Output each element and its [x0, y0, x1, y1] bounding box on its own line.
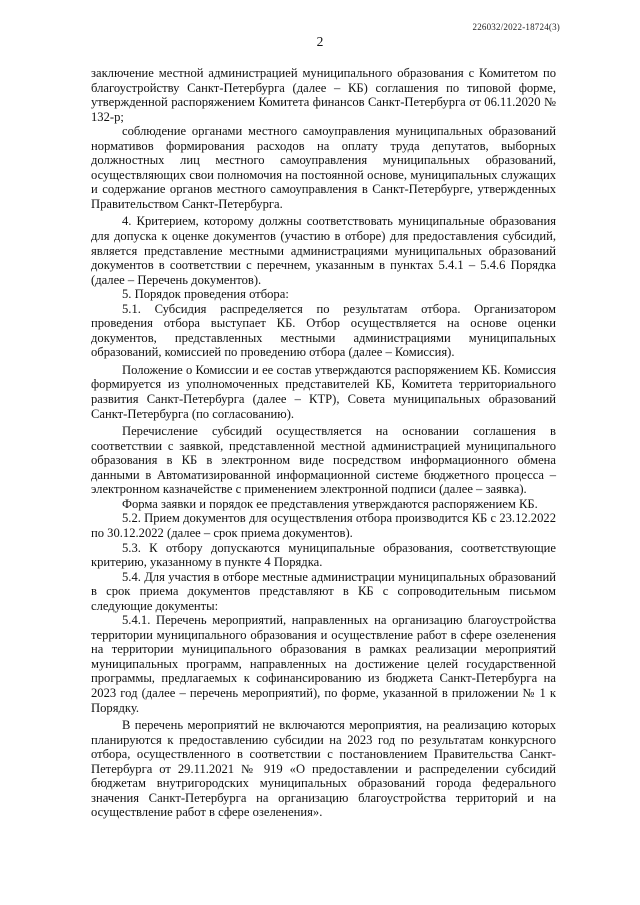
- paragraph: соблюдение органами местного самоуправления муниципальных образований нормативов формирования расходов на оплату труда депутатов, выборных должностных лиц местного самоуправления муниципальных образований, осуществляющих свои полномочия на постоянной основе, муниципальных служащих и содержание органов местного самоуправления в Санкт-Петербурге, утвержденных Правительством Санкт-Петербурга.: [91, 124, 556, 211]
- document-number: 226032/2022-18724(3): [472, 22, 560, 32]
- paragraph: В перечень мероприятий не включаются мероприятия, на реализацию которых планируются к предоставлению субсидии на 2023 год по результатам конкурсного отбора, осуществленного в соответствии с постановлением Правительства Санкт-Петербурга от 29.11.2021 № 919 «О предоставлении и распределении субсидий бюджетам внутригородских муниципальных образований города федерального значения Санкт-Петербурга на организацию благоустройства территорий и на осуществление работ в сфере озеленения».: [91, 718, 556, 820]
- page-number: 2: [316, 34, 324, 49]
- paragraph: Форма заявки и порядок ее представления утверждаются распоряжением КБ.: [122, 496, 538, 511]
- paragraph: заключение местной администрацией муниципального образования с Комитетом по благоустройству Санкт-Петербурга (далее – КБ) соглашения по типовой форме, утвержденной распоряжением Комитета финансов Санкт-Петербурга от 06.11.2020 № 132-р;: [91, 66, 556, 124]
- paragraph: Положение о Комиссии и ее состав утверждаются распоряжением КБ. Комиссия формируется из уполномоченных представителей КБ, Комитета территориального развития Санкт-Петербурга (далее – КТР), Совета муниципальных образований Санкт-Петербурга (по согласованию).: [91, 362, 556, 421]
- paragraph: 5.3. К отбору допускаются муниципальные образования, соответствующие критерию, указанному в пункте 4 Порядка.: [91, 540, 556, 570]
- paragraph: 5. Порядок проведения отбора:: [122, 287, 289, 302]
- paragraph: Перечисление субсидий осуществляется на основании соглашения в соответствии с заявкой, представленной местной администрацией муниципального образования в КБ в электронном виде посредством информационного обмена данными в Автоматизированной информационной системе бюджетного процесса – электронном казначействе с применением электронной подписи (далее – заявка).: [91, 424, 556, 497]
- paragraph: 5.4. Для участия в отборе местные администрации муниципальных образований в срок приема документов представляют в КБ с сопроводительным письмом следующие документы:: [91, 569, 556, 613]
- paragraph: 4. Критерием, которому должны соответствовать муниципальные образования для допуска к оценке документов (участию в отборе) для предоставления субсидий, является представление местными администрациями муниципальных образований документов в соответствии с перечнем, указанным в пунктах 5.4.1 – 5.4.6 Порядка (далее – Перечень документов).: [91, 214, 556, 287]
- document-body: [91, 66, 556, 820]
- paragraph: 5.2. Прием документов для осуществления отбора производится КБ с 23.12.2022 по 30.12.2022 (далее – срок приема документов).: [91, 511, 556, 540]
- paragraph: 5.4.1. Перечень мероприятий, направленных на организацию благоустройства территории муниципального образования и осуществление работ в сфере озеленения на территории муниципального образования в рамках реализации мероприятий муниципальных программ, направленных на достижение целей государственной программы, предлагаемых к софинансированию из бюджета Санкт-Петербурга на 2023 год (далее – перечень мероприятий), по форме, указанной в приложении № 1 к Порядку.: [91, 613, 556, 715]
- paragraph: 5.1. Субсидия распределяется по результатам отбора. Организатором проведения отбора выступает КБ. Отбор осуществляется на основе оценки документов, представленных местными администрациями муниципальных образований, комиссией по проведению отбора (далее – Комиссия).: [91, 301, 556, 360]
